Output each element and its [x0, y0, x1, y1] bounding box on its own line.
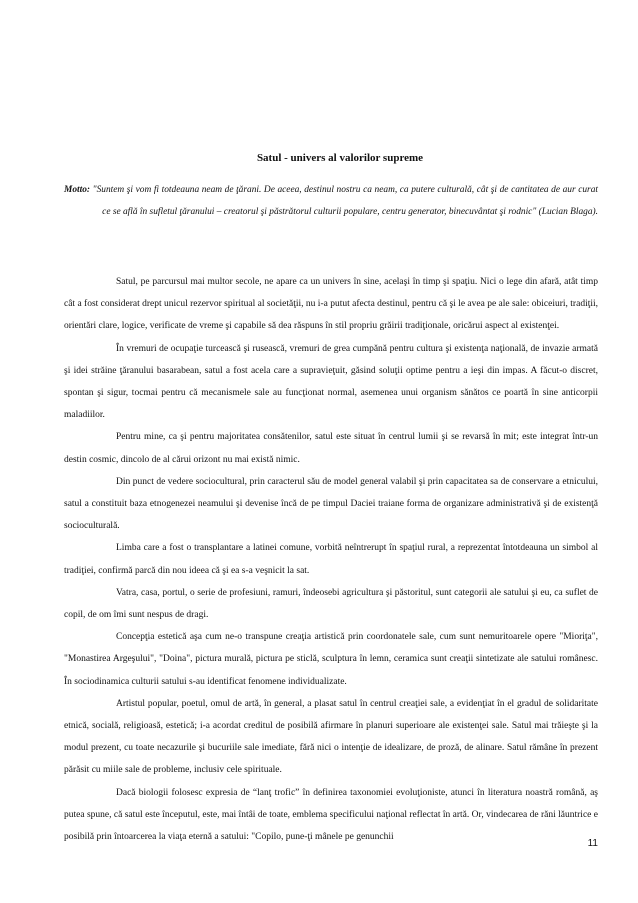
paragraph: Concepţia estetică aşa cum ne-o transpune creaţia artistică prin coordonatele sale, cum sunt nemuritoarele opere "Mioriţa", "Monastirea Argeşului", "Doina", pictura murală, pictura pe sticlă, sculptura în lemn, ceramica sunt creaţii sintetizate ale satului românesc. În sociodinamica culturii satului s-au identificat fenomene individualizate. — [64, 632, 598, 687]
motto-label: Motto: — [64, 185, 91, 195]
paragraph: Pentru mine, ca şi pentru majoritatea consătenilor, satul este situat în centrul lumii şi se revarsă în mit; este integrat într-un destin cosmic, dincolo de al cărui orizont nu mai există nimic. — [64, 432, 598, 465]
paragraph: Artistul popular, poetul, omul de artă, în general, a plasat satul în centrul creaţiei sale, a evidenţiat în el gradul de solidaritate etnică, socială, religioasă, estetică; i-a acordat creditul de posibilă afirmare în planuri superioare ale existenţei sale. Satul mai trăieşte şi la modul prezent, cu toate necazurile şi bucuriile sale imediate, fără nici o intenţie de idealizare, de proză, de alinare. Satul rămâne în prezent părăsit cu miile sale de probleme, inclusiv cele spirituale. — [64, 698, 598, 776]
paragraph: Dacă biologii folosesc expresia de “lanţ trofic” în definirea taxonomiei evoluţioniste, atunci în literatura noastră română, aş putea spune, că satul este începutul, este, mai întâi de toate, emblema specificului naţional reflectat în artă. Or, vindecarea de răni lăuntrice e posibilă prin întoarcerea la viaţa eternă a satului: "Copilo, pune-ţi mânele pe genunchii — [64, 787, 598, 843]
document-title: Satul - univers al valorilor supreme — [256, 152, 424, 164]
paragraph: Limba care a fost o transplantare a latinei comune, vorbită neîntrerupt în spaţiul rural, a reprezentat întotdeauna un simbol al tradiţiei, confirmă parcă din nou ideea că şi ea s-a veşnicit la sat. — [64, 543, 598, 576]
paragraph: Din punct de vedere sociocultural, prin caracterul său de model general valabil şi prin capacitatea sa de conservare a etnicului, satul a constituit baza etnogenezei neamului şi devenise încă de pe timpul Daciei traiane forma de organizare administrativă şi de existenţă socioculturală. — [64, 476, 598, 532]
motto — [64, 179, 598, 223]
motto-text: "Suntem şi vom fi totdeauna neam de ţărani. De aceea, destinul nostru ca neam, ca putere culturală, cât şi de cantitatea de aur curat ce se află în sufletul ţăranului – creatorul şi păstrătorul culturii populare, centru generator, binecuvântat şi rodnic" (Lucian Blaga). — [90, 185, 598, 217]
paragraph: În vremuri de ocupaţie turcească şi rusească, vremuri de grea cumpănă pentru cultura şi existenţa naţională, de invazie armată şi idei străine ţăranului basarabean, satul a fost acela care a supravieţuit, găsind soluţii optime pentru a ieşi din impas. A făcut-o discret, spontan şi sigur, tocmai pentru că mecanismele sale au funcţionat normal, asemenea unui organism sănătos ce poartă în sine anticorpii maladiilor. — [64, 343, 598, 421]
page-number: 11 — [587, 838, 598, 849]
paragraph: Satul, pe parcursul mai multor secole, ne apare ca un univers în sine, acelaşi în timp şi spaţiu. Nici o lege din afară, atât timp cât a fost considerat drept unicul rezervor spiritual al societăţii, nu i-a putut afecta destinul, pentru că şi le avea pe ale sale: obiceiuri, tradiţii, orientări clare, logice, verificate de vreme şi capabile să dea răspuns în stil propriu grăirii tradiţionale, oricărui aspect al existenţei. — [64, 277, 598, 332]
paragraph: Vatra, casa, portul, o serie de profesiuni, ramuri, îndeosebi agricultura şi păstoritul, sunt categorii ale satului şi eu, ca suflet de copil, de om îmi sunt nespus de dragi. — [64, 587, 598, 621]
body-text — [64, 271, 598, 848]
